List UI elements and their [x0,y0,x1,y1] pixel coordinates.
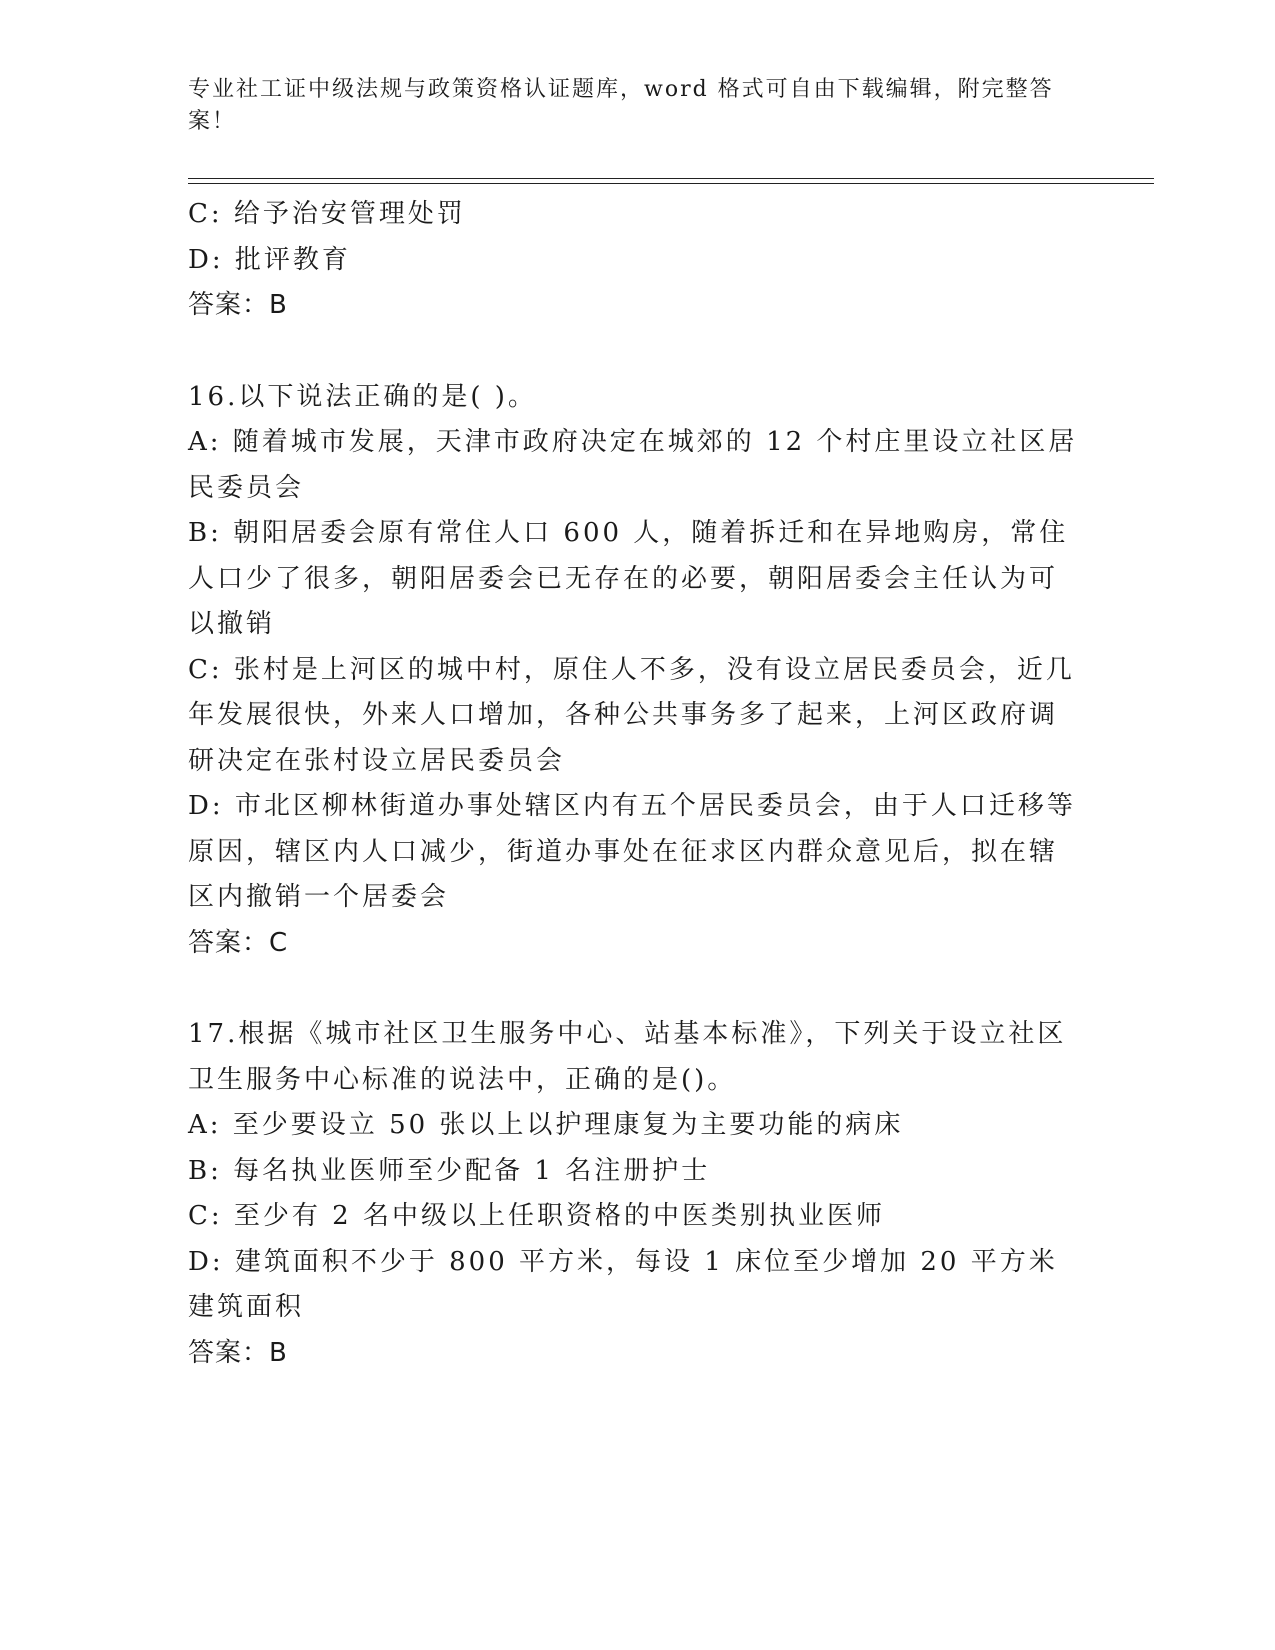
option-c: C: 至少有 2 名中级以上任职资格的中医类别执业医师 [188,1201,885,1231]
option-a: A: 至少要设立 50 张以上以护理康复为主要功能的病床 [188,1110,904,1140]
option-b: B: 朝阳居委会原有常住人口 600 人，随着拆迁和在异地购房，常住人口少了很多，朝阳居委会已无存在的必要，朝阳居委会主任认为可以撤销 [188,518,1069,639]
question-stem: 17.根据《城市社区卫生服务中心、站基本标准》，下列关于设立社区卫生服务中心标准的说法中，正确的是()。 [188,1019,1067,1095]
header-rule-top [188,178,1154,179]
option-d: D: 建筑面积不少于 800 平方米，每设 1 床位至少增加 20 平方米建筑面积 [188,1246,1058,1322]
option-d: D: 批评教育 [188,244,351,275]
question-stem: 16.以下说法正确的是( )。 [188,381,537,412]
question-16-block [188,375,1078,967]
answer-line: 答案：B [188,1337,288,1368]
prev-question-block [188,192,1078,329]
option-b: B: 每名执业医师至少配备 1 名注册护士 [188,1155,711,1186]
answer-line: 答案：B [188,290,288,320]
option-c: C: 张村是上河区的城中村，原住人不多，没有设立居民委员会，近几年发展很快，外来人口增加，各种公共事务多了起来，上河区政府调研决定在张村设立居民委员会 [188,654,1075,776]
question-17-block [188,1012,1078,1376]
spacer [188,329,1078,375]
header-rule-bottom [188,183,1154,184]
question-content [188,192,1078,1376]
option-c: C: 给予治安管理处罚 [188,199,466,229]
spacer [188,966,1078,1012]
option-a: A: 随着城市发展，天津市政府决定在城郊的 12 个村庄里设立社区居民委员会 [188,427,1078,503]
option-d: D: 市北区柳林街道办事处辖区内有五个居民委员会，由于人口迁移等原因，辖区内人口减少，街道办事处在征求区内群众意见后，拟在辖区内撤销一个居委会 [188,791,1076,912]
answer-line: 答案：C [188,927,289,958]
page-header: 专业社工证中级法规与政策资格认证题库，word 格式可自由下载编辑，附完整答案！ [188,77,1054,134]
